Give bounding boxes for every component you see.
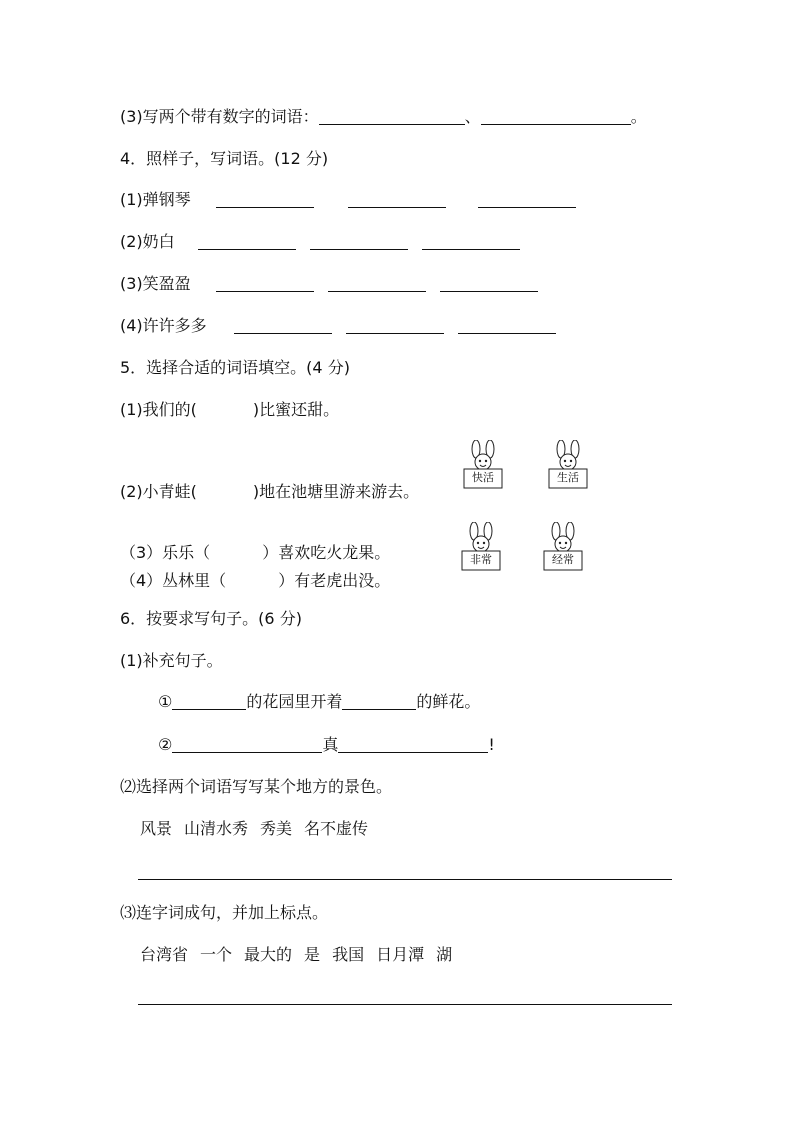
answer-blank[interactable] xyxy=(310,233,408,250)
sentence-text: 的花园里开着 xyxy=(246,692,343,711)
word-item: 风景 xyxy=(140,819,173,838)
word-item: 一个 xyxy=(200,945,233,964)
option-label: 经常 xyxy=(552,553,574,566)
q5-item-pre: （3）乐乐（ xyxy=(120,543,211,562)
q6-sentence-2 xyxy=(158,734,495,756)
word-item: 湖 xyxy=(436,945,453,964)
option-label: 生活 xyxy=(557,471,579,484)
q3-3-label: (3)写两个带有数字的词语： xyxy=(120,107,319,126)
answer-blank[interactable] xyxy=(338,736,488,753)
answer-blank[interactable] xyxy=(342,693,416,710)
answer-blank[interactable] xyxy=(172,736,322,753)
q6-sentence-1 xyxy=(158,691,480,713)
sentence-number: ① xyxy=(158,692,173,711)
answer-blank[interactable] xyxy=(234,317,332,334)
q6-sub2-word-list xyxy=(140,818,380,840)
q5-item-1 xyxy=(120,399,339,421)
answer-blank[interactable] xyxy=(458,317,556,334)
q5-item-2 xyxy=(120,481,419,503)
word-item: 日月潭 xyxy=(376,945,425,964)
q4-item-label: (4)许许多多 xyxy=(120,316,207,335)
q4-item-label: (1)弹钢琴 xyxy=(120,190,191,209)
q5-item-post: ）喜欢吃火龙果。 xyxy=(262,543,391,562)
end-mark: 。 xyxy=(630,107,647,126)
q6-sub2-label: ⑵选择两个词语写写某个地方的景色。 xyxy=(120,777,393,796)
word-item: 名不虚传 xyxy=(304,819,369,838)
word-item: 是 xyxy=(304,945,321,964)
q4-item-label: (2)奶白 xyxy=(120,232,175,251)
q4-item-2 xyxy=(120,231,520,253)
q6-heading: 6．按要求写句子。(6 分) xyxy=(120,609,302,628)
answer-blank[interactable] xyxy=(481,108,631,125)
q5-item-pre: (2)小青蛙( xyxy=(120,482,197,501)
sentence-text: 真 xyxy=(322,735,339,754)
sentence-text: 的鲜花。 xyxy=(416,692,481,711)
answer-blank[interactable] xyxy=(216,191,314,208)
answer-blank[interactable] xyxy=(440,275,538,292)
answer-blank[interactable] xyxy=(198,233,296,250)
answer-blank[interactable] xyxy=(216,275,314,292)
answer-blank[interactable] xyxy=(328,275,426,292)
q4-item-1 xyxy=(120,189,576,211)
q5-item-post: ）有老虎出没。 xyxy=(278,571,391,590)
q5-item-4 xyxy=(120,570,390,592)
option-label: 快活 xyxy=(472,471,494,484)
answer-blank[interactable] xyxy=(346,317,444,334)
q4-item-label: (3)笑盈盈 xyxy=(120,274,191,293)
answer-blank[interactable] xyxy=(172,693,246,710)
q4-heading: 4．照样子，写词语。(12 分) xyxy=(120,149,329,168)
word-card-feichang[interactable] xyxy=(456,522,506,574)
sentence-text: ! xyxy=(488,735,495,754)
word-item: 秀美 xyxy=(260,819,293,838)
q5-item-3 xyxy=(120,542,390,564)
answer-blank[interactable] xyxy=(319,108,465,125)
q5-item-post: )地在池塘里游来游去。 xyxy=(252,482,420,501)
q5-heading: 5．选择合适的词语填空。(4 分) xyxy=(120,358,350,377)
q6-sub3-label: ⑶连字词成句，并加上标点。 xyxy=(120,903,329,922)
q6-sub3-word-list xyxy=(140,944,464,966)
q4-item-4 xyxy=(120,315,556,337)
answer-blank[interactable] xyxy=(422,233,520,250)
word-card-shenghuo[interactable] xyxy=(543,440,593,492)
answer-blank[interactable] xyxy=(478,191,576,208)
answer-line[interactable] xyxy=(138,879,672,880)
word-item: 我国 xyxy=(332,945,365,964)
word-item: 台湾省 xyxy=(140,945,189,964)
q5-item-pre: (1)我们的( xyxy=(120,400,197,419)
answer-blank[interactable] xyxy=(348,191,446,208)
q5-item-pre: （4）丛林里（ xyxy=(120,571,227,590)
q4-item-3 xyxy=(120,273,538,295)
word-card-jingchang[interactable] xyxy=(538,522,588,574)
answer-line[interactable] xyxy=(138,1004,672,1005)
q3-3-line xyxy=(120,106,647,128)
sentence-number: ② xyxy=(158,735,173,754)
q5-item-post: )比蜜还甜。 xyxy=(252,400,340,419)
word-item: 最大的 xyxy=(244,945,293,964)
separator: 、 xyxy=(464,107,481,126)
option-label: 非常 xyxy=(470,553,492,566)
word-item: 山清水秀 xyxy=(184,819,249,838)
word-card-kuaihuo[interactable] xyxy=(458,440,508,492)
q6-sub1-label: (1)补充句子。 xyxy=(120,651,223,670)
